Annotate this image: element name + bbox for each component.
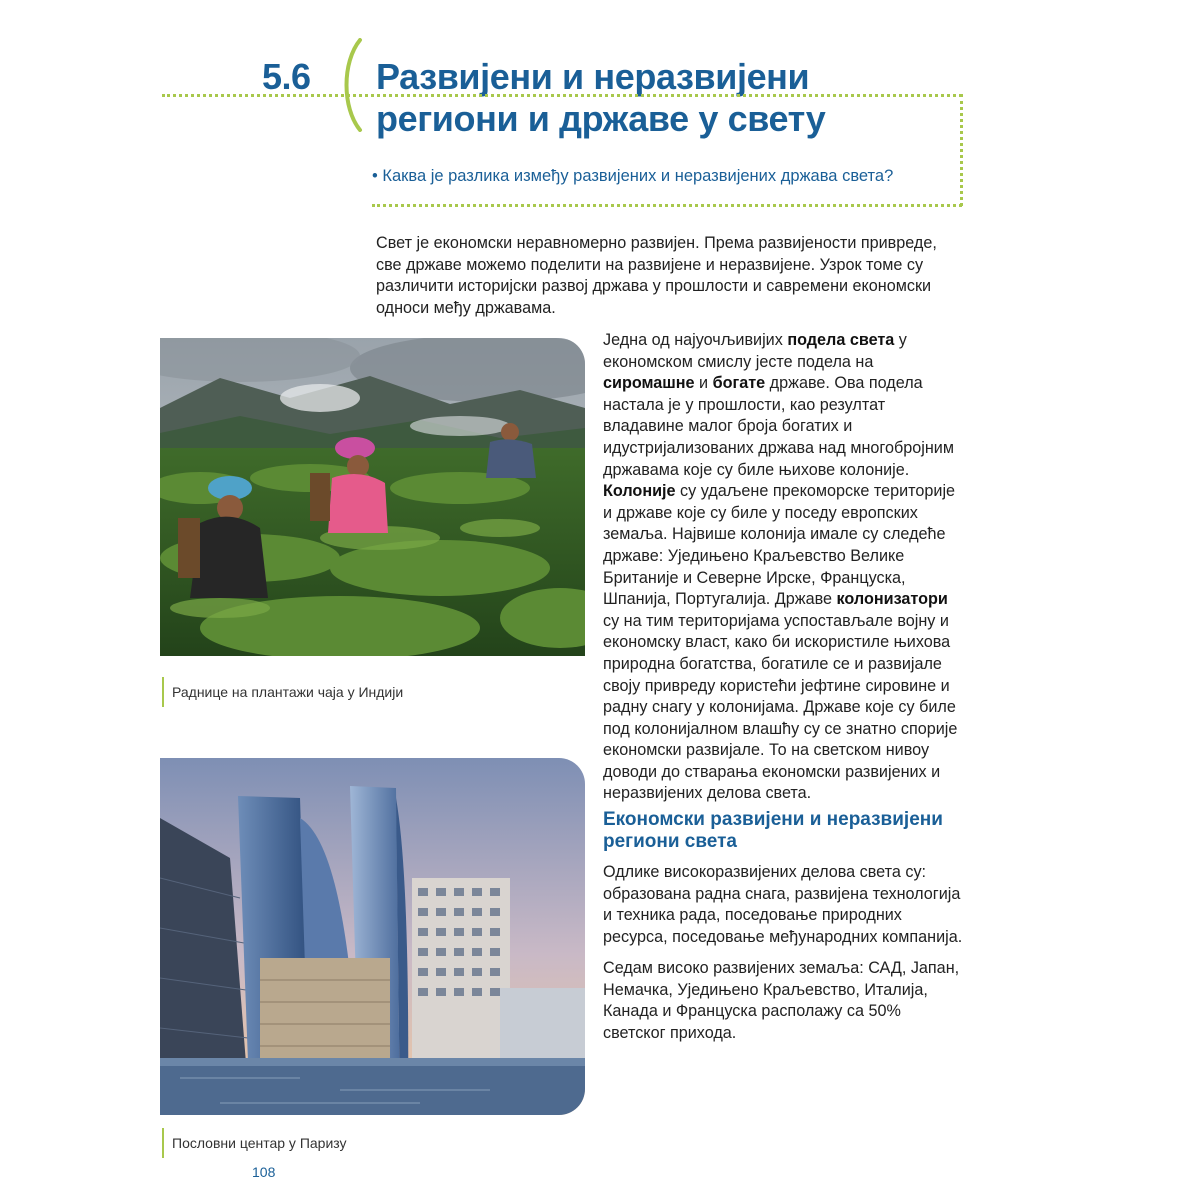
term-rich: богате (712, 374, 766, 393)
page-number: 108 (252, 1164, 276, 1180)
section-number: 5.6 (262, 56, 311, 97)
subsection-heading: Економски развијени и неразвијени региони света (603, 809, 943, 852)
term-poor: сиромашне (603, 374, 695, 393)
intro-paragraph: Свет је економски неравномерно развијен. Према развијености привреде, све државе можемо поделити на развијене и неразвијене. Узрок томе су различити историјски развој држава у прошлости и савремени економски односи међу државама. (376, 234, 937, 317)
dotted-divider-bottom (372, 204, 962, 207)
guiding-question: • Каква је разлика између развијених и неразвијених држава света? (372, 167, 894, 185)
text-run: и (694, 374, 713, 393)
dotted-divider-right (960, 94, 963, 206)
section-title: Развијени и неразвијени региони и државе у свету (376, 56, 826, 139)
colonies-paragraph (603, 330, 965, 805)
text-run: у економском смислу јесте подела на (603, 331, 907, 371)
text-run: су на тим територијама успостављале војну и економску власт, како би искористиле њихова природна богатства, богатиле се и развијале своју привреду користећи јефтине сировине и радну снагу у колонијама. Државе које су биле под колонијалном влашћу су се знатно спорије економски развијале. То на светском нивоу доводи до стварања економски развијених и неразвијених делова света. (603, 611, 958, 803)
term-division-of-world: подела света (787, 331, 895, 349)
term-colonizers: колонизатори (836, 590, 948, 609)
tea-photo-caption: Раднице на плантажи чаја у Индији (162, 677, 572, 707)
text-run: су удаљене прекоморске територије и државе које су биле у поседу европских земаља. Највише колонија имале су следеће државе: Уједињено Краљевство Велике Британије и Северне Ирске, Француска, Шпанија, Португалија. Државе (603, 482, 956, 609)
seven-countries-paragraph: Седам високо развијених земаља: САД, Јапан, Немачка, Уједињено Краљевство, Италија, Канада и Француска располажу са 50% светског прихода. (603, 959, 960, 1042)
paris-business-center-photo (160, 758, 585, 1115)
paris-photo-caption: Пословни центар у Паризу (162, 1128, 572, 1158)
dotted-divider-top (162, 94, 962, 97)
developed-features-paragraph: Одлике високоразвијених делова света су: образована радна снага, развијена технологија и техника рада, поседовање природних ресурса, поседовање међународних компанија. (603, 863, 963, 946)
text-run: државе. Ова подела настала је у прошлости, као резултат владавине малог броја богатих и идустријализованих држава над многобројним државама које су биле њихове колоније. (603, 374, 954, 479)
text-run: Једна од најуочљивијих (603, 331, 788, 349)
term-colonies: Колоније (603, 482, 676, 501)
green-bracket-decoration (338, 38, 364, 132)
tea-plantation-photo (160, 338, 585, 656)
